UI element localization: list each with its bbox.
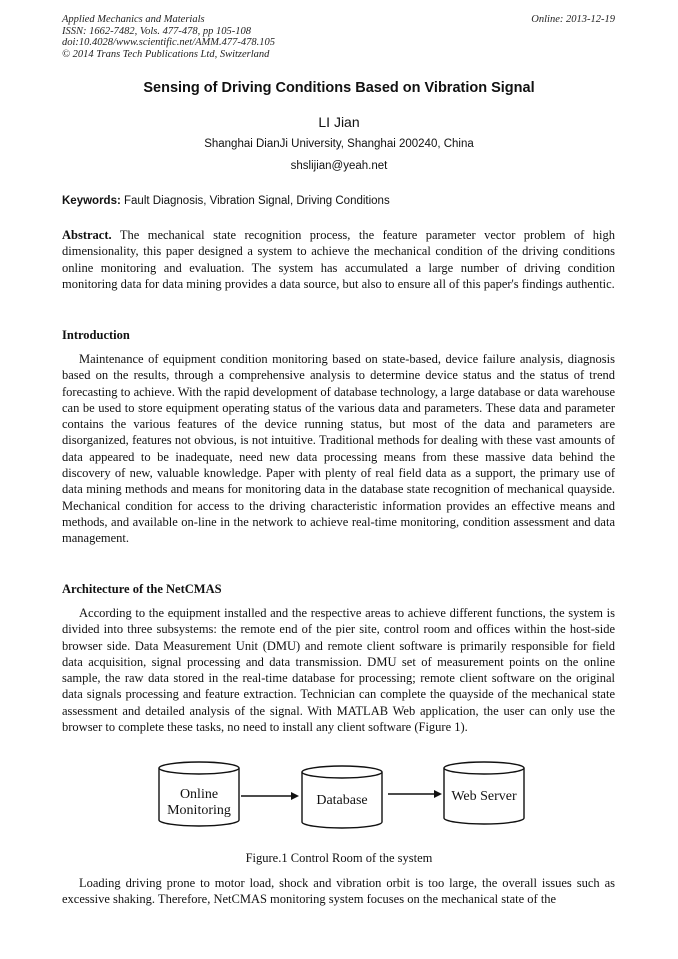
architecture-paragraph: According to the equipment installed and the respective areas to achieve different functions, the system is divided into three subsystems: the remote end of the pier site, control room and offices within the host-side browser side. Data Measurement Unit (DMU) and remote client software is primarily responsible for field data acquisition, signal processing and data transmission. DMU set of measurement points on the online sample, the raw data stored in the real-time database for processing; remote client software on the original data signals processing and feature extraction. Technician can complete the quayside of the mechanical state assessment and detailed analysis of the signal. With MATLAB Web application, the user can only use the browser to complete these tasks, no need to install any client software (Figure 1).: [62, 606, 615, 735]
figure-control-room-diagram: [155, 758, 535, 838]
arrow-1: [241, 792, 299, 800]
keywords: [62, 195, 615, 207]
copyright-line: © 2014 Trans Tech Publications Ltd, Switzerland: [62, 48, 270, 60]
online-date: Online: 2013-12-19: [531, 14, 615, 25]
doi-line: doi:10.4028/www.scientific.net/AMM.477-478.105: [62, 37, 275, 48]
web-server-node: [444, 762, 524, 824]
paper-title: Sensing of Driving Conditions Based on Vibration Signal: [143, 80, 535, 96]
database-node: [302, 766, 382, 828]
keywords-text: Fault Diagnosis, Vibration Signal, Driving Conditions: [124, 195, 390, 207]
web-server-label: Web Server: [451, 789, 517, 804]
online-monitoring-node: [159, 762, 239, 826]
introduction-heading: Introduction: [62, 328, 130, 342]
journal-name: Applied Mechanics and Materials: [62, 14, 205, 25]
journal-header: [62, 14, 615, 60]
issn-line: ISSN: 1662-7482, Vols. 477-478, pp 105-108: [62, 25, 251, 37]
architecture-heading: Architecture of the NetCMAS: [62, 582, 222, 596]
arrow-2: [388, 790, 442, 798]
author-name: LI Jian: [318, 114, 360, 130]
online-monitoring-label-1: Online: [179, 787, 219, 802]
author-affiliation: Shanghai DianJi University, Shanghai 200240, China: [204, 138, 474, 150]
abstract-label: Abstract.: [62, 228, 112, 242]
continuation-paragraph: Loading driving prone to motor load, shock and vibration orbit is too large, the overall issues such as excessive shaking. Therefore, NetCMAS monitoring system focuses on the mechanical state of the: [62, 876, 615, 907]
abstract: [62, 227, 615, 292]
author-email: shslijian@yeah.net: [290, 160, 388, 172]
introduction-paragraph: Maintenance of equipment condition monitoring based on state-based, device failure analysis, diagnosis based on the results, through a comprehensive analysis to determine device status and the status of trend forecasting to achieve. With the rapid development of database technology, a large database or data warehouse can be used to store equipment operating status of the various data and parameters. These data and parameter contains the various features of the device running status, but most of the data and parameters are disorganized, features not obvious, is not intuitive. Traditional methods for dealing with these vast amounts of data appeared to be inadequate, need new data processing means from these massive data behind the discovery of new, valuable knowledge. Paper with plenty of real field data as a support, the primary use of data mining methods and means for monitoring data in the database state recognition of mechanical quayside. Mechanical condition for access to the driving characteristic information provides an effective means and methods, and available on-line in the network to achieve real-time monitoring, condition assessment and data management.: [62, 352, 615, 546]
figure-caption: Figure.1 Control Room of the system: [245, 851, 433, 865]
keywords-label: Keywords:: [62, 195, 121, 207]
online-monitoring-label-2: Monitoring: [167, 803, 231, 818]
abstract-text: The mechanical state recognition process, the feature parameter vector problem of high dimensionality, this paper designed a system to achieve the mechanical condition of the driving conditions online monitoring and evaluation. The system has accumulated a large number of driving condition monitoring data for data mining provides a data source, but also to ensure all of this paper's findings authentic.: [62, 228, 615, 291]
database-label: Database: [316, 793, 368, 808]
